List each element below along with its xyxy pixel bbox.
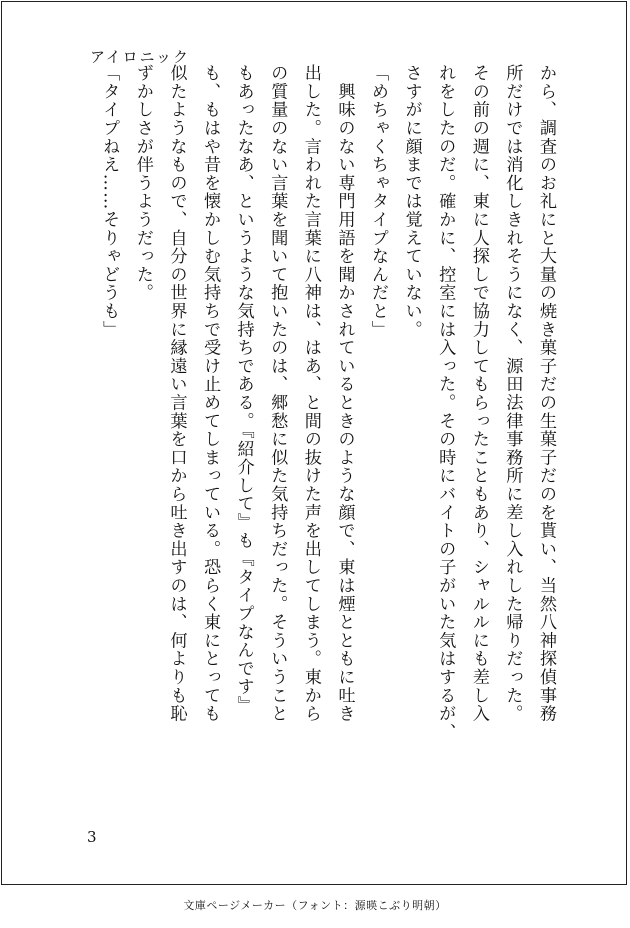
dialogue-line	[360, 64, 394, 779]
text-line: から、調査のお礼にと大量の焼き菓子だの生菓子だのを貰い、当然八神探偵事務	[536, 64, 556, 723]
paragraph	[125, 64, 360, 779]
text-line: 「タイプねえ……そりゃどうも」	[99, 64, 120, 339]
text-line: 興味のない専門用語を聞かされているときのような顔で、東は煙とともに吐き	[334, 64, 355, 723]
body-text	[92, 64, 562, 779]
book-page	[1, 1, 627, 885]
page-number: 3	[87, 828, 97, 846]
text-line: 所だけでは消化しきれそうになく、源田法律事務所に差し入れした帰りだった。	[502, 64, 523, 723]
text-line: の質量のない言葉を聞いて抱いたのは、郷愁に似た気持ちだった。そういうこと	[267, 64, 288, 723]
text-line: ずかしさが伴うようだった。	[132, 64, 153, 302]
text-line: 「めちゃくちゃタイプなんだと」	[368, 64, 389, 339]
text-line: 似たようなもので、自分の世界に縁遠い言葉を口から吐き出すのは、何よりも恥	[166, 64, 187, 723]
dialogue-line	[92, 64, 126, 779]
text-line: もあったなあ、というような気持ちである。『紹介して』も『タイプなんです』	[233, 64, 254, 715]
text-line: れをしたのだ。確かに、控室には入った。その時にバイトの子がいた気はするが、	[435, 64, 456, 742]
text-line: さすがに顔までは覚えていない。	[401, 64, 422, 339]
text-line: 出した。言われた言葉に八神は、はあ、と間の抜けた声を出してしまう。東から	[300, 64, 321, 723]
footer-credit: 文庫ページメーカー（フォント：源暎こぶり明朝）	[183, 899, 447, 912]
running-title: アイロニック	[90, 48, 191, 66]
text-line: も、もはや昔を懐かしむ気持ちで受け止めてしまっている。恐らく東にとっても	[200, 64, 221, 723]
text-line: その前の週に、東に人探しで協力してもらったこともあり、シャルルにも差し入	[468, 64, 489, 723]
paragraph	[394, 64, 562, 779]
